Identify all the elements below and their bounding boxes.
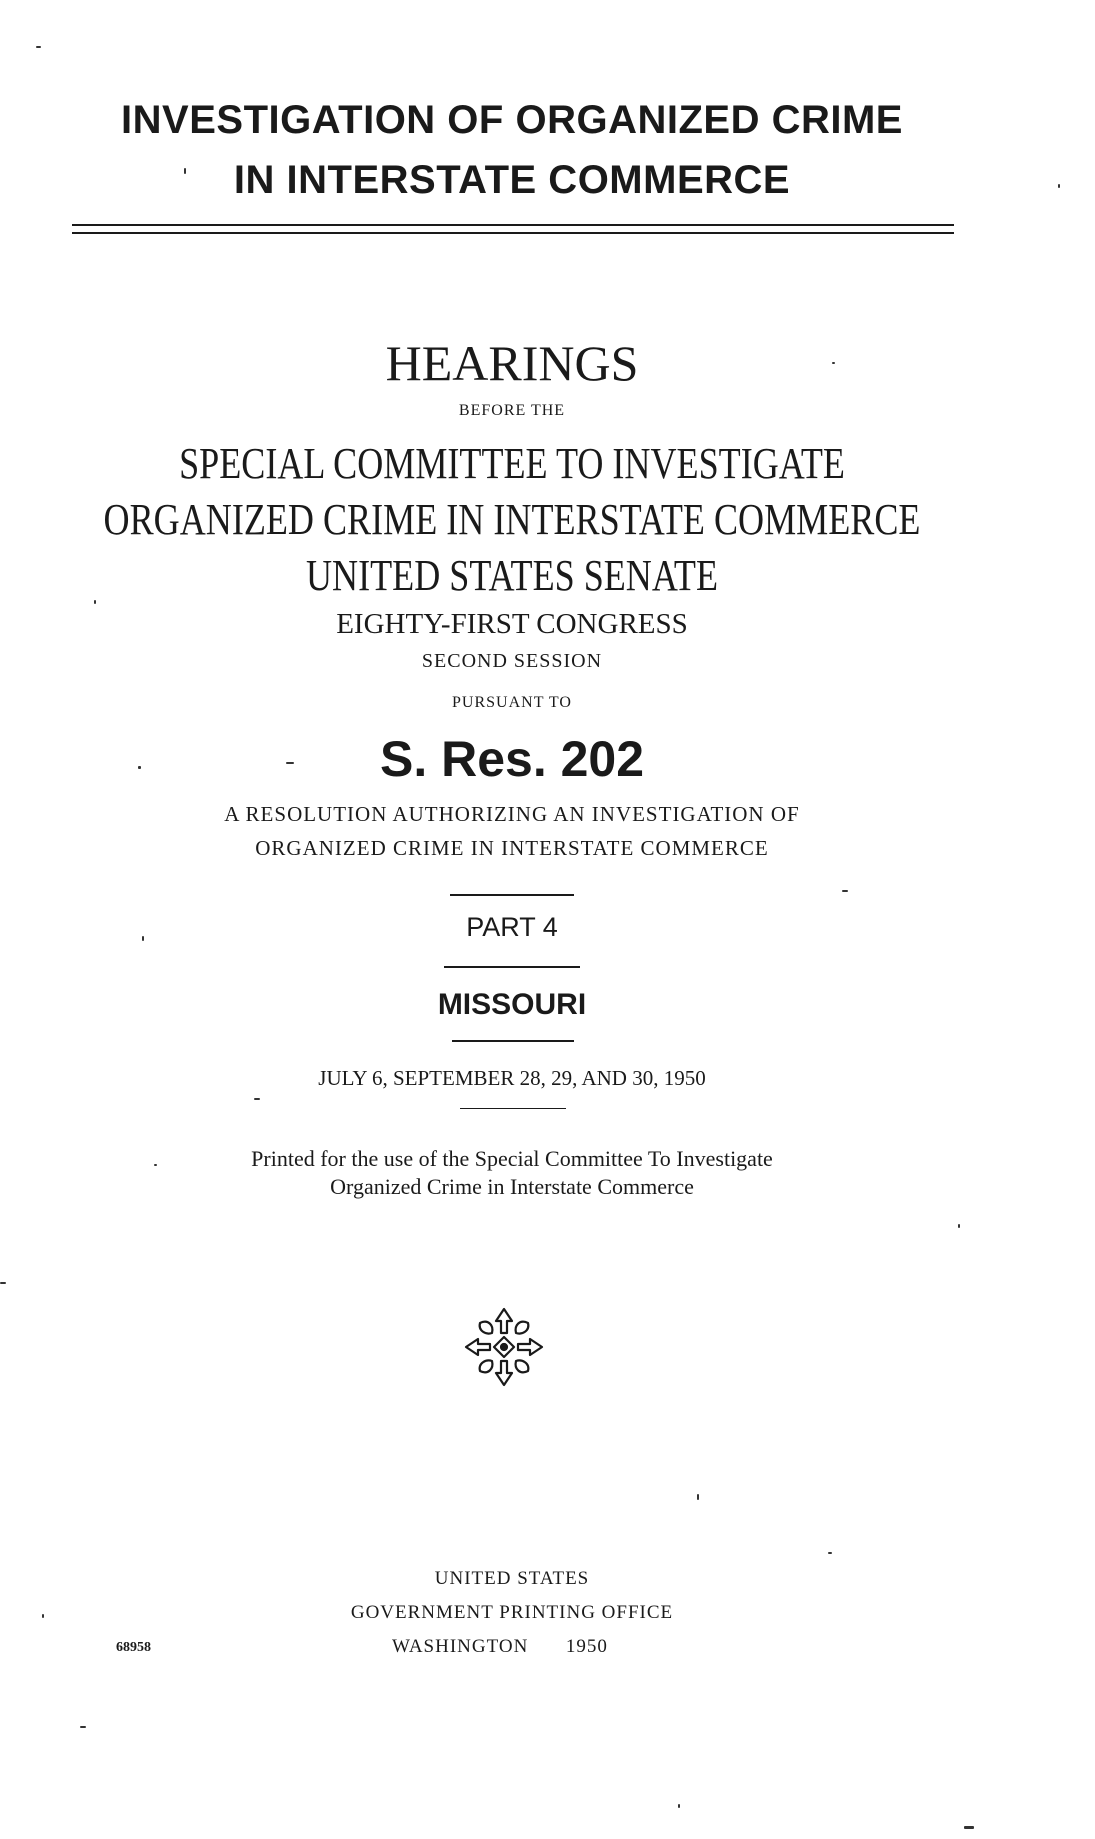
scan-speck [1058,184,1060,188]
job-number: 68958 [116,1640,151,1655]
scan-speck [142,936,144,941]
resolution-number: S. Res. 202 [379,731,645,787]
scan-speck [0,1282,6,1284]
committee-line-1: SPECIAL COMMITTEE TO INVESTIGATE [179,439,845,488]
imprint-line-2: GOVERNMENT PRINTING OFFICE [350,1602,674,1623]
senate-line: UNITED STATES SENATE [305,551,719,600]
scan-speck [828,1552,832,1554]
scan-speck [42,1614,44,1618]
congress-line: EIGHTY-FIRST CONGRESS [336,608,688,640]
hearing-dates: JULY 6, SEPTEMBER 28, 29, AND 30, 1950 [318,1066,706,1090]
section-rule-1 [450,894,574,896]
title-double-rule-bottom [72,232,954,234]
scan-speck [254,1098,260,1100]
scan-speck [842,890,848,892]
session-line: SECOND SESSION [421,650,603,672]
imprint-line-1: UNITED STATES [434,1568,590,1589]
section-rule-3 [452,1040,574,1042]
scan-speck [138,766,141,769]
section-rule-4 [460,1108,566,1109]
title-double-rule-top [72,224,954,226]
scan-speck [678,1804,680,1808]
title-line-1: INVESTIGATION OF ORGANIZED CRIME [121,98,903,142]
printing-office-ornament-icon [462,1305,546,1389]
before-the-label: BEFORE THE [458,402,566,419]
scan-speck [964,1826,974,1829]
title-line-2: IN INTERSTATE COMMERCE [233,158,791,202]
scan-speck [184,168,186,174]
resolution-description-line-2: ORGANIZED CRIME IN INTERSTATE COMMERCE [255,836,769,860]
scan-speck [36,46,41,48]
resolution-description-line-1: A RESOLUTION AUTHORIZING AN INVESTIGATION OF [224,802,800,826]
hearings-heading: HEARINGS [385,335,639,391]
section-rule-2 [444,966,580,968]
part-label: PART 4 [466,912,558,942]
scan-speck [286,762,294,764]
printed-note-line-2: Organized Crime in Interstate Commerce [330,1174,694,1199]
committee-line-2: ORGANIZED CRIME IN INTERSTATE COMMERCE [103,495,921,544]
pursuant-to-label: PURSUANT TO [452,694,572,711]
imprint-city: WASHINGTON [392,1636,529,1657]
scan-speck [832,362,835,364]
scan-speck [80,1726,86,1728]
scan-speck [697,1494,699,1500]
scan-speck [154,1164,157,1166]
scan-speck [958,1224,960,1228]
printed-note-line-1: Printed for the use of the Special Committee To Investigate [251,1146,773,1171]
imprint-year: 1950 [565,1636,608,1657]
state-name: MISSOURI [437,988,587,1021]
scan-speck [94,600,96,604]
imprint-city-year [392,1636,652,1658]
